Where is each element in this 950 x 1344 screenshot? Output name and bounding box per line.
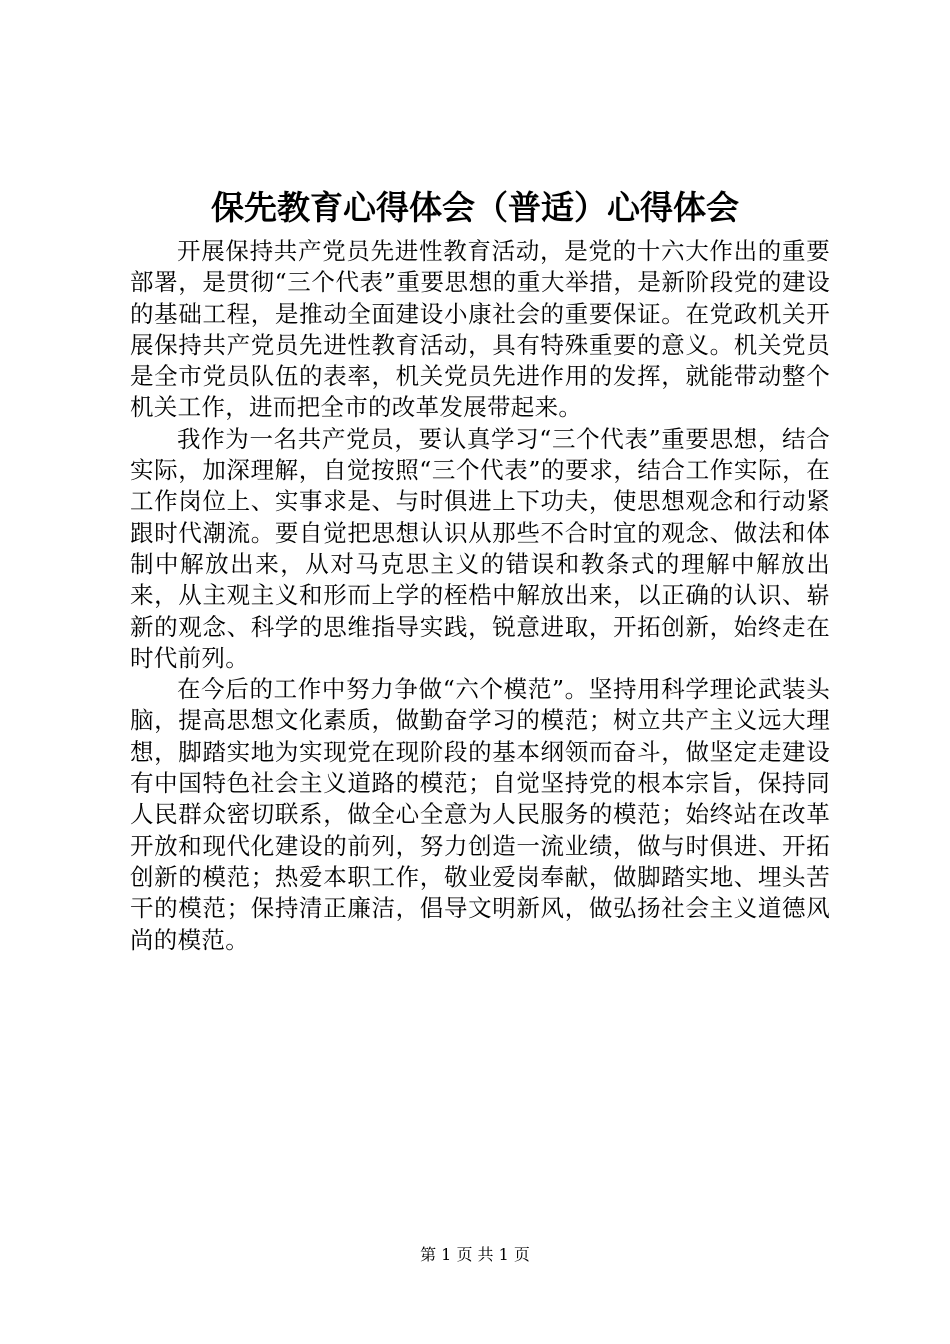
paragraph-2: 我作为一名共产党员，要认真学习“三个代表”重要思想，结合实际，加深理解，自觉按照“三个代表”的要求，结合工作实际，在工作岗位上、实事求是、与时俱进上下功夫，使思想观念和行动紧跟时代潮流。要自觉把思想认识从那些不合时宜的观念、做法和体制中解放出来，从对马克思主义的错误和教条式的理解中解放出来，从主观主义和形而上学的桎梏中解放出来，以正确的认识、崭新的观念、科学的思维指导实践，锐意进取，开拓创新，始终走在时代前列。 xyxy=(130,424,830,672)
document-title: 保先教育心得体会（普适）心得体会 xyxy=(211,188,739,227)
paragraph-3: 在今后的工作中努力争做“六个模范”。坚持用科学理论武装头脑，提高思想文化素质，做勤奋学习的模范；树立共产主义远大理想，脚踏实地为实现党在现阶段的基本纲领而奋斗，做坚定走建设有中国特色社会主义道路的模范；自觉坚持党的根本宗旨，保持同人民群众密切联系，做全心全意为人民服务的模范；始终站在改革开放和现代化建设的前列，努力创造一流业绩，做与时俱进、开拓创新的模范；热爱本职工作，敬业爱岗奉献，做脚踏实地、埋头苦干的模范；保持清正廉洁，倡导文明新风，做弘扬社会主义道德风尚的模范。 xyxy=(130,675,830,954)
document-body xyxy=(130,236,830,956)
paragraph-1: 开展保持共产党员先进性教育活动，是党的十六大作出的重要部署，是贯彻“三个代表”重要思想的重大举措，是新阶段党的建设的基础工程，是推动全面建设小康社会的重要保证。在党政机关开展保持共产党员先进性教育活动，具有特殊重要的意义。机关党员是全市党员队伍的表率，机关党员先进作用的发挥，就能带动整个机关工作，进而把全市的改革发展带起来。 xyxy=(130,237,830,422)
page-footer: 第 1 页 共 1 页 xyxy=(420,1245,530,1264)
